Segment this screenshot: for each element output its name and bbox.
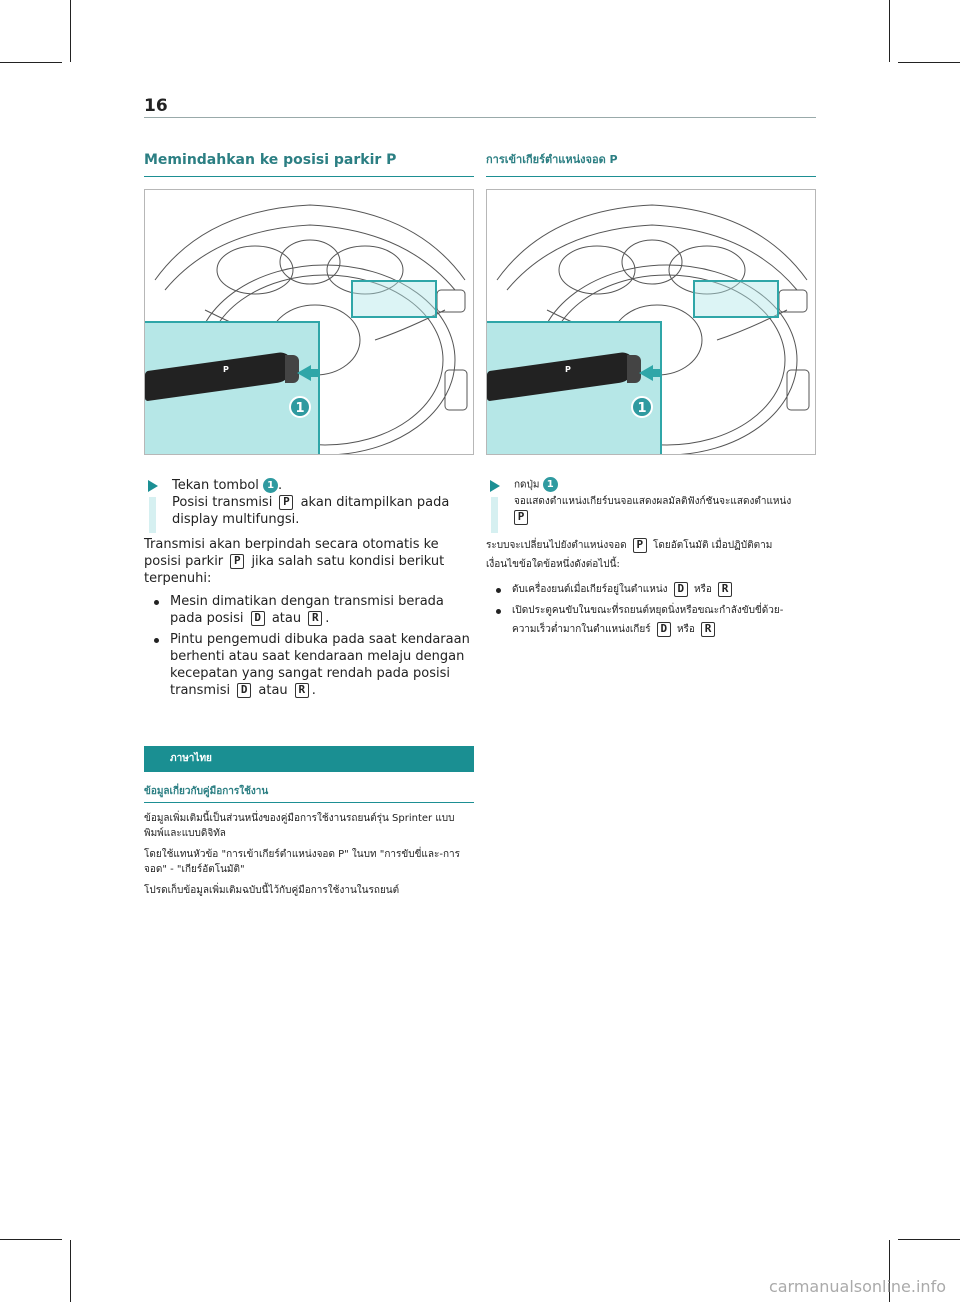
zoom-inset bbox=[145, 321, 320, 455]
info-block bbox=[144, 784, 474, 904]
lever-p-label: P bbox=[223, 365, 229, 374]
info-rule bbox=[144, 802, 474, 803]
zoom-highlight-box bbox=[693, 280, 779, 318]
para-text-after: โดยอัตโนมัติ เมื่อปฏิบัติตาม bbox=[652, 540, 773, 551]
info-paragraph: โปรดเก็บข้อมูลเพิ่มเติมฉบับนี้ไว้กับคู่มือการใช้งานในรถยนต์ bbox=[144, 885, 400, 896]
instruction-step bbox=[486, 477, 816, 526]
key-d-icon: D bbox=[237, 683, 251, 698]
paragraph bbox=[144, 536, 474, 587]
para-text: Transmisi akan berpindah secara otomatis ke posisi parkir bbox=[144, 537, 439, 569]
step-bar bbox=[149, 497, 156, 533]
section-rule bbox=[144, 176, 474, 177]
bullet-conj: atau bbox=[258, 683, 288, 698]
key-p-icon: P bbox=[633, 538, 647, 553]
key-r-icon: R bbox=[295, 683, 309, 698]
bullet-text: ดับเครื่องยนต์เมื่อเกียร์อยู่ในตำแหน่ง bbox=[512, 584, 668, 595]
crop-mark bbox=[889, 0, 890, 62]
step-bar bbox=[491, 497, 498, 533]
bullet-period: . bbox=[325, 611, 330, 626]
step-line2-after: akan ditampilkan pada display multifungsi. bbox=[172, 495, 450, 527]
info-paragraph: ข้อมูลเพิ่มเติมนี้เป็นส่วนหนึ่งของคู่มือการใช้งานรถยนต์รุ่น Sprinter แบบพิมพ์และแบบดิจิทัล bbox=[144, 813, 455, 839]
info-title: ข้อมูลเกี่ยวกับคู่มือการใช้งาน bbox=[144, 786, 269, 797]
crop-mark bbox=[0, 62, 62, 63]
step-line2: Posisi transmisi bbox=[172, 495, 273, 510]
list-item bbox=[144, 631, 474, 699]
key-r-icon: R bbox=[308, 611, 322, 626]
instruction-step bbox=[144, 477, 474, 528]
condition-list bbox=[144, 593, 474, 699]
zoom-highlight-box bbox=[351, 280, 437, 318]
step-arrow-icon bbox=[148, 480, 158, 492]
bullet-text-2: ความเร็วต่ำมากในตำแหน่งเกียร์ bbox=[512, 624, 651, 635]
lever-body bbox=[487, 351, 635, 402]
key-p-icon: P bbox=[514, 510, 528, 525]
step-line2: จอแสดงตำแหน่งเกียร์บนจอแสดงผลมัลติฟังก์ชันจะแสดงตำแหน่ง bbox=[514, 495, 792, 507]
steering-illustration bbox=[486, 189, 816, 455]
crop-mark bbox=[70, 1240, 71, 1302]
press-arrow-tail bbox=[309, 369, 319, 377]
right-column bbox=[486, 150, 816, 641]
key-d-icon: D bbox=[251, 611, 265, 626]
left-column bbox=[144, 150, 474, 703]
header-rule bbox=[144, 117, 816, 118]
callout-1-badge: 1 bbox=[263, 478, 278, 493]
zoom-inset bbox=[487, 321, 662, 455]
callout-1-badge: 1 bbox=[543, 477, 558, 492]
key-d-icon: D bbox=[657, 622, 671, 637]
press-arrow-tail bbox=[651, 369, 661, 377]
bullet-conj: หรือ bbox=[676, 624, 695, 635]
crop-mark bbox=[0, 1239, 62, 1240]
key-r-icon: R bbox=[718, 582, 732, 597]
bullet-conj: หรือ bbox=[693, 584, 712, 595]
step-text: Tekan tombol bbox=[172, 478, 259, 493]
section-rule bbox=[486, 176, 816, 177]
bullet-text: เปิดประตูคนขับในขณะที่รถยนต์หยุดนิ่งหรือขณะกำลังขับขี่ด้วย- bbox=[512, 605, 784, 616]
step-text: กดปุ่ม bbox=[514, 479, 540, 491]
bullet-text: Mesin dimatikan dengan transmisi berada pada posisi bbox=[170, 594, 444, 626]
steering-illustration bbox=[144, 189, 474, 455]
para-text: ระบบจะเปลี่ยนไปยังตำแหน่งจอด bbox=[486, 540, 627, 551]
crop-mark bbox=[898, 1239, 960, 1240]
para-text-after: jika salah satu kondisi berikut terpenuhi: bbox=[144, 554, 445, 586]
key-p-icon: P bbox=[230, 554, 244, 569]
language-bar: ภาษาไทย bbox=[144, 746, 474, 772]
condition-list bbox=[486, 580, 816, 639]
bullet-text: Pintu pengemudi dibuka pada saat kendaraan berhenti atau saat kendaraan melaju dengan kecepatan yang sangat rendah pada posisi transmisi bbox=[170, 632, 470, 698]
callout-1: 1 bbox=[631, 396, 653, 418]
list-item bbox=[486, 580, 816, 599]
crop-mark bbox=[898, 62, 960, 63]
info-paragraph: โดยใช้แทนหัวข้อ "การเข้าเกียร์ตำแหน่งจอด P" ในบท "การขับขี่และ-การจอด" - "เกียร์อัตโนมัติ" bbox=[144, 849, 461, 875]
callout-1: 1 bbox=[289, 396, 311, 418]
section-title: Memindahkan ke posisi parkir P bbox=[144, 152, 397, 168]
section-title: การเข้าเกียร์ตำแหน่งจอด P bbox=[486, 153, 618, 166]
para-text-2: เงื่อนไขข้อใดข้อหนึ่งดังต่อไปนี้: bbox=[486, 559, 620, 570]
list-item bbox=[486, 601, 816, 639]
lever-body bbox=[145, 351, 293, 402]
paragraph bbox=[486, 536, 816, 574]
list-item bbox=[144, 593, 474, 627]
crop-mark bbox=[70, 0, 71, 62]
key-d-icon: D bbox=[674, 582, 688, 597]
watermark: carmanualsonline.info bbox=[768, 1277, 946, 1296]
lever-p-label: P bbox=[565, 365, 571, 374]
bullet-period: . bbox=[311, 683, 316, 698]
key-p-icon: P bbox=[279, 495, 293, 510]
key-r-icon: R bbox=[701, 622, 715, 637]
bullet-conj: atau bbox=[271, 611, 302, 626]
step-arrow-icon bbox=[490, 480, 500, 492]
page-number: 16 bbox=[144, 96, 168, 116]
step-period: . bbox=[278, 478, 283, 493]
